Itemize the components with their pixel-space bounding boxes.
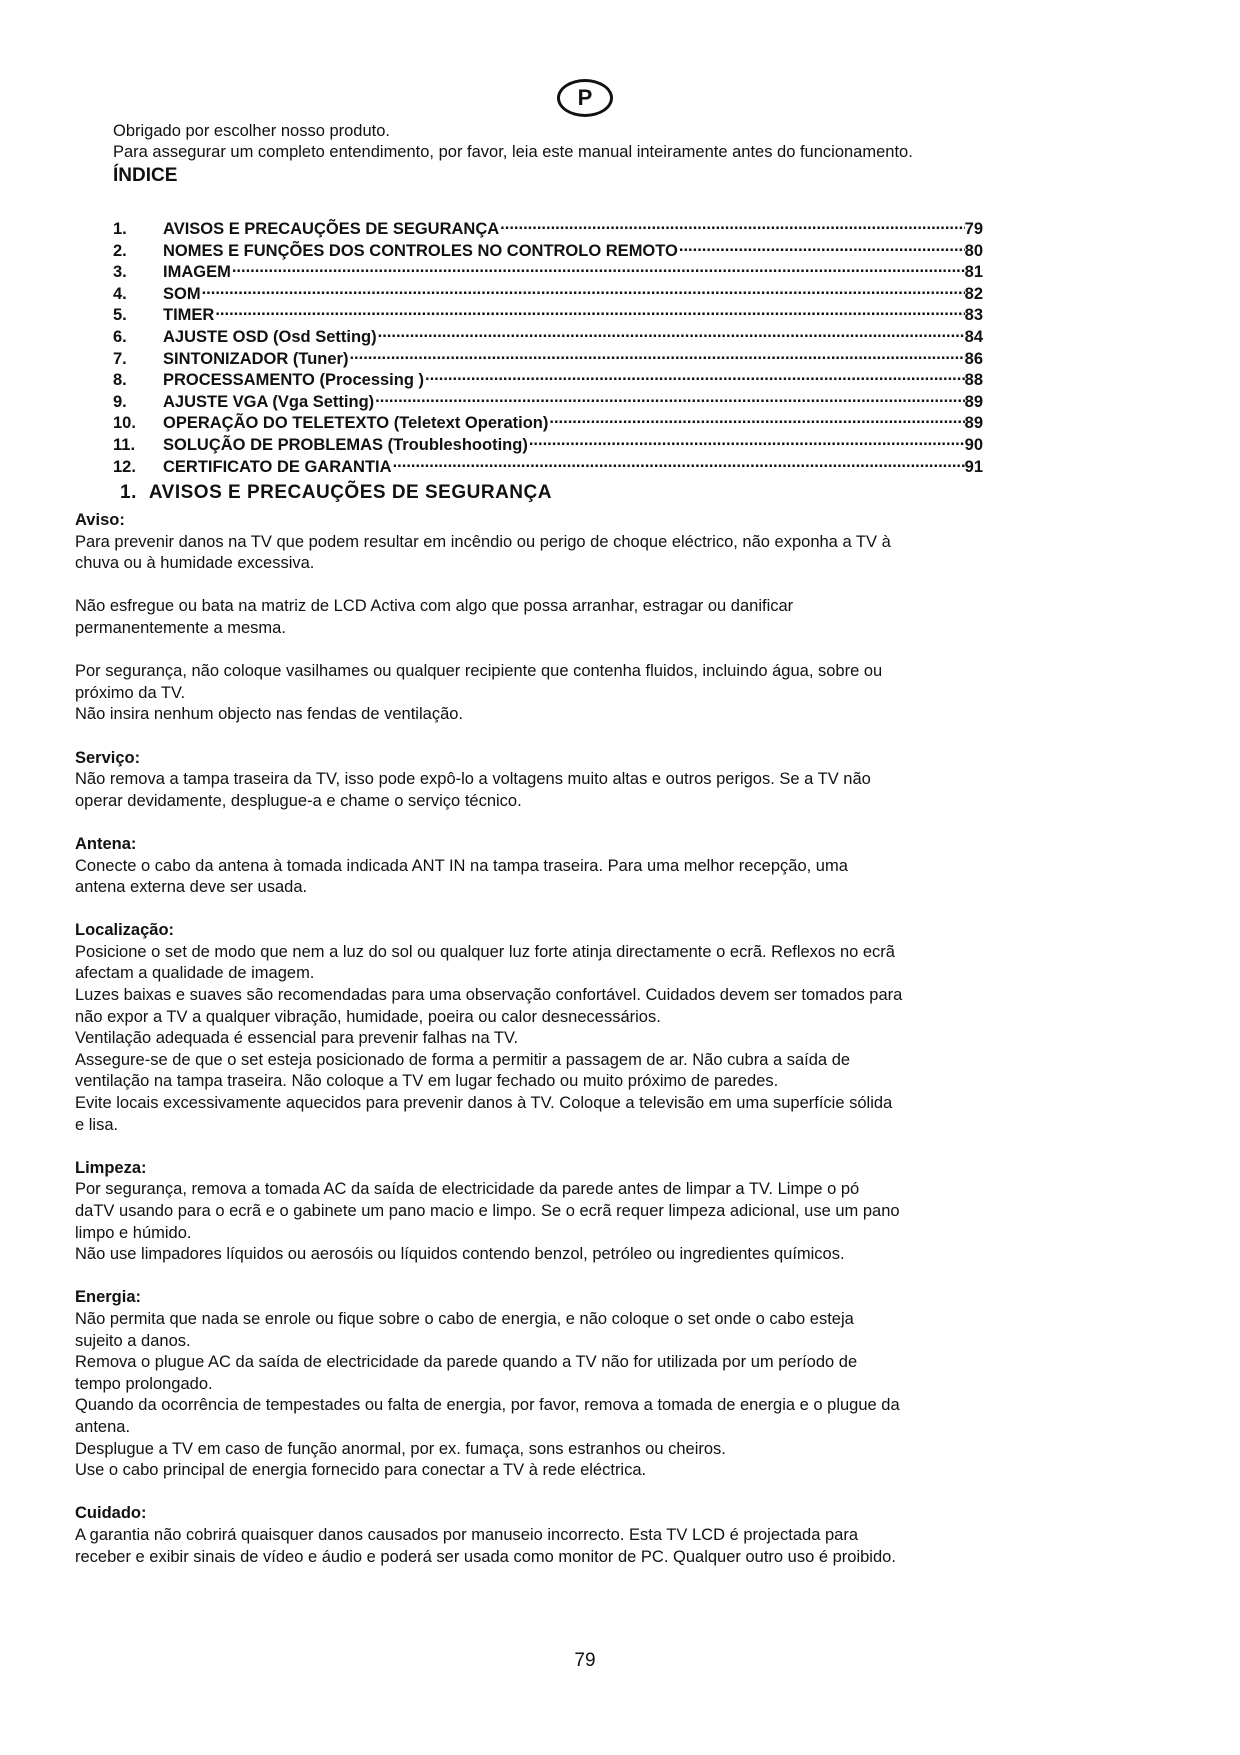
body-line: daTV usando para o ecrã e o gabinete um pano macio e limpo. Se o ecrã requer limpeza adicional, use um pano [75, 1202, 900, 1220]
toc-entry-page: 86 [964, 349, 983, 368]
body-line: próximo da TV. [75, 683, 186, 702]
body-line: permanentemente a mesma. [75, 618, 286, 637]
toc-entry [113, 324, 983, 346]
toc-entry-page: 80 [964, 241, 983, 260]
body-line: Não insira nenhum objecto nas fendas de ventilação. [75, 705, 463, 724]
toc-entry-page: 81 [964, 263, 983, 282]
toc-entry-number: 6. [113, 327, 127, 346]
toc-entry-page: 79 [964, 220, 983, 238]
content-block [75, 1287, 1020, 1481]
page-number: 79 [574, 1650, 596, 1671]
intro-line: Para assegurar um completo entendimento, por favor, leia este manual inteiramente antes do funcionamento. [113, 143, 913, 161]
body-line: Ventilação adequada é essencial para prevenir falhas na TV. [75, 1029, 519, 1048]
toc-entry-number: 10. [113, 414, 136, 433]
toc-entry [113, 238, 983, 260]
block-title: Energia: [75, 1288, 142, 1307]
body-line: Remova o plugue AC da saída de electricidade da parede quando a TV não for utilizada por um período de [75, 1353, 858, 1372]
body-line: tempo prolongado. [75, 1374, 213, 1393]
toc-entry-title: AJUSTE OSD (Osd Setting) [163, 327, 377, 346]
body-line: Não use limpadores líquidos ou aerosóis ou líquidos contendo benzol, petróleo ou ingredientes químicos. [75, 1245, 845, 1264]
body-line: Luzes baixas e suaves são recomendadas para uma observação confortável. Cuidados devem ser tomados para [75, 986, 903, 1005]
toc-leader-dots [374, 389, 964, 407]
content-block [75, 661, 1020, 726]
toc-entry [113, 216, 983, 238]
toc-entry-number: 12. [113, 457, 136, 476]
toc-entry-title: SOM [163, 284, 201, 303]
body-line: Por segurança, não coloque vasilhames ou qualquer recipiente que contenha fluidos, incluindo água, sobre ou [75, 662, 883, 681]
body-line: Para prevenir danos na TV que podem resultar em incêndio ou perigo de choque eléctrico, não exponha a TV à [75, 532, 891, 551]
toc-entry [113, 454, 983, 476]
toc-entry-page: 89 [964, 392, 983, 411]
toc-entry-number: 8. [113, 371, 127, 390]
toc-entry [113, 410, 983, 432]
body-line: Evite locais excessivamente aquecidos para prevenir danos à TV. Coloque a televisão em uma superfície sólida [75, 1094, 893, 1113]
toc-entry-page: 84 [964, 327, 983, 346]
toc-entry-number: 11. [113, 435, 136, 454]
toc-entry-page: 82 [964, 284, 983, 303]
toc-leader-dots [678, 238, 965, 256]
toc-entry-page: 90 [964, 435, 983, 454]
toc-entry-page: 91 [964, 457, 983, 476]
content-block [75, 596, 1020, 639]
block-title: Limpeza: [75, 1158, 147, 1177]
content-block [75, 1158, 1020, 1266]
body-line: e lisa. [75, 1115, 119, 1134]
toc-entry-number: 1. [113, 220, 127, 238]
toc-entry-number: 2. [113, 241, 127, 260]
content-block [75, 1503, 1020, 1568]
toc-leader-dots [392, 454, 965, 472]
toc-entry-title: SOLUÇÃO DE PROBLEMAS (Troubleshooting) [163, 435, 528, 454]
toc-entry-page: 88 [964, 371, 983, 390]
body-line: antena. [75, 1417, 131, 1436]
body-line: Assegure-se de que o set esteja posicionado de forma a permitir a passagem de ar. Não cubra a saída de [75, 1050, 851, 1069]
block-title: Cuidado: [75, 1504, 147, 1523]
body-line: Por segurança, remova a tomada AC da saída de electricidade da parede antes de limpar a TV. Limpe o pó [75, 1180, 860, 1199]
toc-leader-dots [528, 432, 965, 450]
toc-entry-title: AJUSTE VGA (Vga Setting) [163, 392, 375, 411]
toc-leader-dots [548, 410, 964, 428]
toc-leader-dots [201, 281, 965, 299]
body-line: receber e exibir sinais de vídeo e áudio e poderá ser usada como monitor de PC. Qualquer outro uso é proibido. [75, 1547, 896, 1566]
toc-leader-dots [231, 259, 965, 277]
toc-entry-number: 7. [113, 349, 127, 368]
toc-entry-title: CERTIFICATO DE GARANTIA [163, 457, 392, 476]
toc-entry-page: 89 [964, 414, 983, 433]
toc-entry-title: SINTONIZADOR (Tuner) [163, 349, 349, 368]
toc-entry [113, 346, 983, 368]
body-line: Conecte o cabo da antena à tomada indicada ANT IN na tampa traseira. Para uma melhor recepção, uma [75, 856, 848, 875]
toc-entry-title: TIMER [163, 306, 215, 325]
body-line: limpo e húmido. [75, 1223, 192, 1242]
body-line: Desplugue a TV em caso de função anormal, por ex. fumaça, sons estranhos ou cheiros. [75, 1439, 726, 1458]
body-line: A garantia não cobrirá quaisquer danos causados por manuseio incorrecto. Esta TV LCD é projectada para [75, 1525, 858, 1544]
toc-entry [113, 281, 983, 303]
content-block [75, 834, 1020, 899]
block-title: Aviso: [75, 511, 125, 529]
content-block [75, 748, 1020, 813]
toc-entry-number: 9. [113, 392, 127, 411]
toc-entry [113, 389, 983, 411]
body-line: Posicione o set de modo que nem a luz do sol ou qualquer luz forte atinja directamente o ecrã. Reflexos no ecrã [75, 942, 895, 961]
safety-content [75, 510, 1020, 1590]
toc-leader-dots [499, 216, 964, 234]
toc-leader-dots [424, 367, 965, 385]
toc-leader-dots [377, 324, 965, 342]
block-title: Localização: [75, 921, 175, 940]
content-block [75, 920, 1020, 1136]
section-title: AVISOS E PRECAUÇÕES DE SEGURANÇA [148, 482, 552, 503]
toc-entry-number: 4. [113, 284, 127, 303]
body-line: Quando da ocorrência de tempestades ou falta de energia, por favor, remova a tomada de energia e o plugue da [75, 1396, 900, 1415]
intro-text [113, 121, 913, 163]
section-number: 1. [120, 482, 137, 503]
toc-entry [113, 302, 983, 324]
block-title: Antena: [75, 834, 137, 853]
body-line: sujeito a danos. [75, 1331, 191, 1350]
body-line: afectam a qualidade de imagem. [75, 964, 315, 983]
body-line: Não remova a tampa traseira da TV, isso pode expô-lo a voltagens muito altas e outros perigos. Se a TV não [75, 770, 871, 789]
body-line: Use o cabo principal de energia fornecido para conectar a TV à rede eléctrica. [75, 1461, 647, 1480]
toc-entry-title: AVISOS E PRECAUÇÕES DE SEGURANÇA [163, 220, 500, 238]
toc-entry [113, 259, 983, 281]
language-badge: P [557, 79, 613, 117]
toc-entry-title: NOMES E FUNÇÕES DOS CONTROLES NO CONTROLO REMOTO [163, 241, 678, 260]
body-line: não expor a TV a qualquer vibração, humidade, poeira ou calor desnecessários. [75, 1007, 661, 1026]
toc-entry [113, 432, 983, 454]
toc-entry-title: PROCESSAMENTO (Processing ) [163, 371, 424, 390]
body-line: chuva ou à humidade excessiva. [75, 554, 315, 573]
body-line: ventilação na tampa traseira. Não coloque a TV em lugar fechado ou muito próximo de paredes. [75, 1072, 779, 1091]
body-line: antena externa deve ser usada. [75, 878, 308, 897]
body-line: operar devidamente, desplugue-a e chame o serviço técnico. [75, 791, 522, 810]
toc-entry-page: 83 [964, 306, 983, 325]
toc-entry-number: 5. [113, 306, 127, 325]
toc-entry-number: 3. [113, 263, 127, 282]
toc-leader-dots [214, 302, 964, 320]
table-of-contents [113, 216, 983, 475]
toc-leader-dots [348, 346, 964, 364]
intro-line: Obrigado por escolher nosso produto. [113, 122, 391, 140]
index-title: ÍNDICE [113, 165, 178, 186]
block-title: Serviço: [75, 748, 141, 767]
section-heading [120, 482, 552, 504]
toc-entry-title: IMAGEM [163, 263, 231, 282]
body-line: Não permita que nada se enrole ou fique sobre o cabo de energia, e não coloque o set onde o cabo esteja [75, 1309, 854, 1328]
toc-entry [113, 367, 983, 389]
content-block [75, 510, 1020, 575]
toc-entry-title: OPERAÇÃO DO TELETEXTO (Teletext Operation) [163, 414, 549, 433]
body-line: Não esfregue ou bata na matriz de LCD Activa com algo que possa arranhar, estragar ou danificar [75, 597, 794, 616]
